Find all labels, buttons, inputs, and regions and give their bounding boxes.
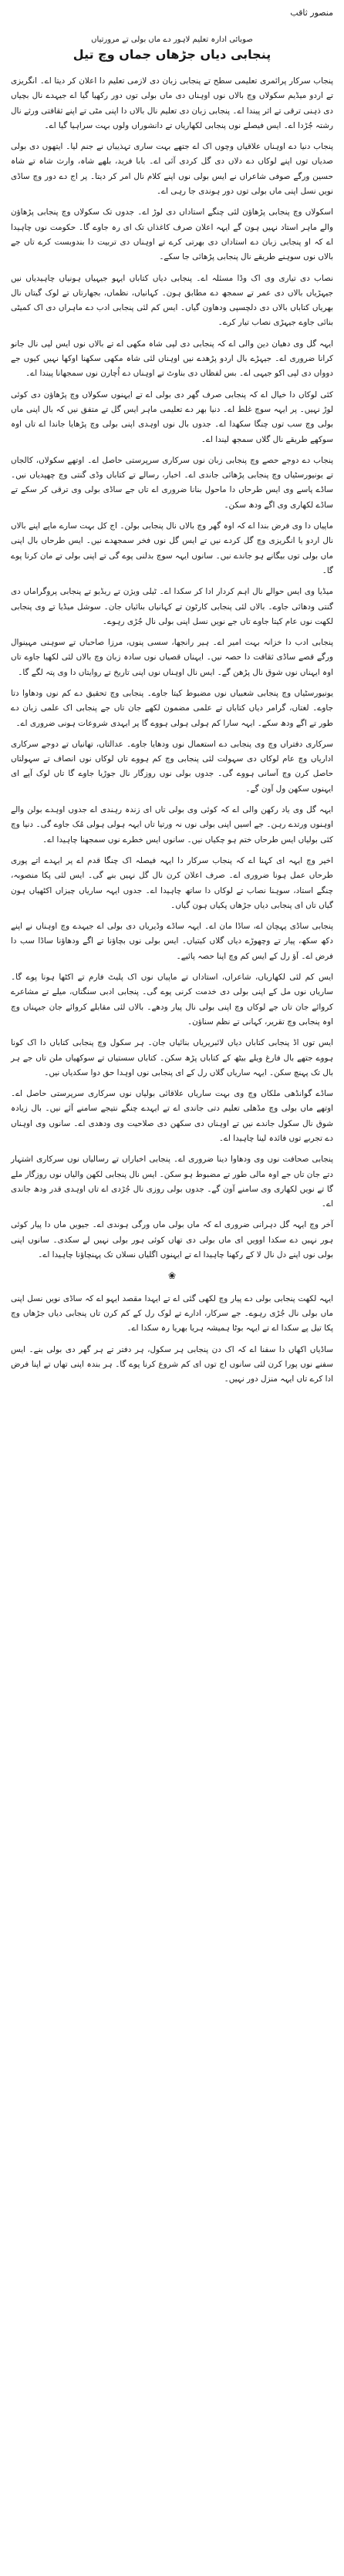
closing-paragraph: ساڈیاں اکھاں دا سفنا اے کہ اک دن پنجابی ہر سکول، ہر دفتر تے ہر گھر دی بولی بنے۔ ایس سفنے نوں پورا کرن لئی سانوں اج توں ای کم شروع کرنا پوے گا۔ ہر بندہ اپنی تھاں تے اپنا فرض ادا کرے تاں ایہہ منزل دور نہیں۔ (11, 1344, 333, 1384)
paragraph: اخیر وچ ایہہ ای کہنا اے کہ پنجاب سرکار دا ایہہ فیصلہ اک چنگا قدم اے پر ایہدے اتے پوری طرحاں عمل ہونا ضروری اے۔ صرف اعلان کرن نال گل نہیں بنے گی۔ ایس لئی پکا منصوبہ، چنگے استاد، سوہنا نصاب تے لوکاں دا ساتھ چاہیدا اے۔ جدوں ایہہ ساریاں چیزاں اکٹھیاں ہون گیاں تاں ای پنجابی دیاں جڑھاں پکیاں ہون گیاں۔ (11, 855, 333, 910)
paragraph: ایہہ گل وی یاد رکھن والی اے کہ کوئی وی بولی تاں ای زندہ رہندی اے جدوں اوہدے بولن والے اوہنوں ورتدے رہن۔ جے اسیں اپنی بولی نوں نہ ورتیا تاں ایہہ ہولی ہولی مُک جاوے گی۔ دنیا وچ کئی بولیاں ایس طرحاں ختم ہو چکیاں نیں۔ سانوں ایس خطرے نوں سمجھنا چاہیدا اے۔ (11, 805, 333, 845)
paragraph: آخر وچ ایہہ گل دہرانی ضروری اے کہ ماں بولی ماں ورگی ہوندی اے۔ جیویں ماں دا پیار کوئی ہور نہیں دے سکدا اوویں ای ماں بولی دی تھاں کوئی ہور بولی نہیں لے سکدی۔ سانوں اپنی بولی نوں اپنے دل نال لا کے رکھنا چاہیدا اے تے ایہنوں اگلیاں نسلاں تک پہنچاؤنا چاہیدا اے۔ (11, 1220, 333, 1260)
paragraph: کئی لوکاں دا خیال اے کہ پنجابی صرف گھر دی بولی اے تے ایہنوں سکولاں وچ پڑھاؤن دی کوئی لوڑ نہیں۔ پر ایہہ سوچ غلط اے۔ دنیا بھر دے تعلیمی ماہر ایس گل تے متفق نیں کہ بال اپنی ماں بولی وچ سب توں چنگا سکھدا اے۔ جدوں بال نوں اوہدی اپنی بولی وچ پڑھایا جاندا اے تاں اوہ سوکھے طریقے نال گلاں سمجھ لیندا اے۔ (11, 389, 333, 444)
article-header (11, 35, 333, 62)
paragraph: ماپیاں دا وی فرض بندا اے کہ اوہ گھر وچ بالاں نال پنجابی بولن۔ اج کل بہت سارے ماپے اپنے بالاں نال اردو یا انگریزی وچ گل کردے نیں تے ایس گل نوں فخر سمجھدے نیں۔ ایس طرحاں بال اپنی ماں بولی توں بیگانے ہو جاندے نیں۔ سانوں ایہہ سوچ بدلنی پوے گی تے اپنی بولی تے مان کرنا پوے گا۔ (11, 521, 333, 575)
paragraph: یونیورسٹیاں وچ پنجابی شعبیاں نوں مضبوط کیتا جاوے۔ پنجابی وچ تحقیق دے کم نوں ودھاوا دتا جاوے۔ لغتاں، گرامر دیاں کتاباں تے علمی مضمون لکھے جان تاں جے پنجابی اک علمی زبان دے طور تے اگے ودھ سکے۔ ایہہ سارا کم ہولی ہولی ہووے گا پر ایہدی شروعات ہونی ضروری اے۔ (11, 688, 333, 728)
paragraph: پنجاب دے دوجے حصے وچ پنجابی زبان نوں سرکاری سرپرستی حاصل اے۔ اوتھے سکولاں، کالجاں تے یونیورسٹیاں وچ پنجابی پڑھائی جاندی اے۔ اخبار، رسالے تے کتاباں وڈی گنتی وچ چھپدیاں نیں۔ ساڈے پاسے وی ایس طرحاں دا ماحول بنانا ضروری اے تاں جے ساڈی بولی وی ترقی کر سکے تے ساڈے لکھاری وی اگے ودھ سکن۔ (11, 455, 333, 510)
paragraph: نصاب دی تیاری وی اک وڈا مسئلہ اے۔ پنجابی دیاں کتاباں ایہو جیہیاں ہونیاں چاہیدیاں نیں جیہڑیاں بالاں دی عمر تے سمجھ دے مطابق ہون۔ کہانیاں، نظماں، بجھارتاں تے لوک گیتاں نال بھریاں کتاباں بالاں دی دلچسپی ودھاون گیاں۔ ایس کم لئی پنجابی ادب دے ماہراں دی اک کمیٹی بنائی جاوے جیہڑی نصاب تیار کرے۔ (11, 273, 333, 328)
closing-paragraph: ایہہ لکھت پنجابی بولی دے پیار وچ لکھی گئی اے تے ایہدا مقصد ایہو اے کہ ساڈی نویں نسل اپنی ماں بولی نال جُڑی رہوے۔ جے سرکار، ادارے تے لوک رل کے کم کرن تاں پنجابی دیاں جڑھاں وچ پکا تیل پے سکدا اے تے ایہہ بوٹا ہمیشہ ہریا بھریا رہ سکدا اے۔ (11, 1293, 333, 1334)
article-body (11, 74, 333, 1393)
section-separator: ❀ (167, 1270, 177, 1282)
paragraph: پنجابی ادب دا خزانہ بہت امیر اے۔ ہیر رانجھا، سسی پنوں، مرزا صاحباں تے سوہنی مہینوال ورگے قصے ساڈی ثقافت دا حصہ نیں۔ ایہناں قصیاں نوں سادہ زبان وچ بالاں لئی لکھیا جاوے تاں اوہ ایہناں نوں شوق نال پڑھن گے۔ ایس نال اوہناں نوں اپنی تاریخ تے روایتاں دا وی پتہ لگے گا۔ (11, 638, 333, 677)
paragraph: ساڈے گوانڈھی ملکاں وچ وی بہت ساریاں علاقائی بولیاں نوں سرکاری سرپرستی حاصل اے۔ اوتھے ماں بولی وچ مڈھلی تعلیم دتی جاندی اے تے ایہدے چنگے نتیجے سامنے آئے نیں۔ بال زیادہ شوق نال سکول جاندے نیں تے اوہناں دی سکھن دی صلاحیت وی ودھدی اے۔ سانوں وی اوہناں دے تجربے توں فائدہ لینا چاہیدا اے۔ (11, 1089, 333, 1143)
paragraph: اسکولاں وچ پنجابی پڑھاؤن لئی چنگے استاداں دی لوڑ اے۔ جدوں تک سکولاں وچ پنجابی پڑھاؤن والے ماہر استاد نہیں ہون گے ایہہ اعلان صرف کاغذاں تک ای رہ جاوے گا۔ حکومت نوں چاہیدا اے کہ او پنجابی زبان دے استاداں دی بھرتی کرے تے اوہناں دی تربیت دا بندوبست کرے تاں جے بالاں نوں سوہنے طریقے نال پنجابی پڑھائی جا سکے۔ (11, 207, 333, 262)
paragraph: ایس کم لئی لکھاریاں، شاعراں، استاداں تے ماپیاں نوں اک پلیٹ فارم تے اکٹھا ہونا پوے گا۔ ساریاں نوں مل کے اپنی بولی دی خدمت کرنی پوے گی۔ پنجابی ادبی سنگتاں، میلے تے مشاعرے کروائے جان تاں جے لوکاں وچ اپنی بولی نال پیار ودھے۔ بالاں لئی مقابلے کروائے جان جیہناں وچ اوہ پنجابی وچ تقریر، کہانی تے نظم سناؤن۔ (11, 973, 333, 1027)
article-subtitle: صوبائی ادارہ تعلیم لاہور دے ماں بولی تے مرورتیاں (91, 35, 253, 44)
paragraph: ایہہ گل وی دھیان دین والی اے کہ پنجابی دی لپی شاہ مکھی اے تے بالاں نوں ایس لپی نال جانو کرانا ضروری اے۔ جیہڑے بال اردو پڑھدے نیں اوہناں لئی شاہ مکھی سکھنا اوکھا نہیں کیوں جے دوواں دی لپی اکو جیہی اے۔ بس لفظاں دی بناوٹ تے اوہناں دے اُچارن نوں سمجھانا پیندا اے۔ (11, 339, 333, 379)
author-name: منصور ثاقب (290, 8, 333, 18)
paragraph: پنجابی صحافت نوں وی ودھاوا دینا ضروری اے۔ پنجابی اخباراں تے رسالیاں نوں سرکاری اشتہار دتے جان تاں جے اوہ مالی طور تے مضبوط ہو سکن۔ ایس نال پنجابی لکھن والیاں نوں روزگار ملے گا تے نویں لکھاری وی سامنے آون گے۔ جدوں بولی روزی نال جُڑدی اے تاں اوہدی قدر ودھ جاندی اے۔ (11, 1155, 333, 1209)
paragraph: سرکاری دفتراں وچ وی پنجابی دے استعمال نوں ودھایا جاوے۔ عدالتاں، تھانیاں تے دوجے سرکاری اداریاں وچ عام لوکاں دی سہولت لئی پنجابی وچ کم ہووے تاں لوکاں نوں انصاف تے سہولتاں حاصل کرن وچ آسانی ہووے گی۔ جدوں بولی نوں روزگار نال جوڑیا جاوے گا تاں لوک آپے ای ایہنوں سکھن ول آون گے۔ (11, 739, 333, 794)
paragraph: ایس توں اڈ پنجابی کتاباں دیاں لائبریریاں بنائیاں جان۔ ہر سکول وچ پنجابی کتاباں دا اک کونا ہووے جتھے بال فارغ ویلے بیٹھ کے کتاباں پڑھ سکن۔ کتاباں سستیاں تے سوکھیاں ملن تاں جے ہر بال تک پہنچ سکن۔ ایہہ ساریاں گلاں رل کے ای پنجابی نوں اوہدا حق دوا سکدیاں نیں۔ (11, 1038, 334, 1077)
article-title: پنجابی دیاں جڑھاں جماں وچ تیل (73, 47, 271, 62)
paragraph: پنجابی ساڈی پہچان اے، ساڈا مان اے۔ ایہہ ساڈے وڈیریاں دی بولی اے جیہدے وچ اوہناں نے اپنے دکھ سکھ، پیار تے وچھوڑے دیاں گلاں کیتیاں۔ ایس بولی نوں بچاؤنا تے اگے ودھاؤنا ساڈا سب دا فرض اے۔ آؤ رل کے ایس کم وچ اپنا حصہ پائیے۔ (11, 922, 333, 961)
paragraph: پنجاب سرکار پرائمری تعلیمی سطح تے پنجابی زبان دی لازمی تعلیم دا اعلان کر دیتا اے۔ انگریزی تے اردو میڈیم سکولاں وچ بالاں نوں اوہناں دی ماں بولی توں دور رکھیا گیا اے جیہدے نال بچیاں دی ذہنی ترقی تے اثر پیندا اے۔ پنجابی زبان دی تعلیم نال بالاں دا اپنی مٹی تے اپنے ثقافتی ورثے نال رشتہ جُڑدا اے۔ ایس فیصلے نوں پنجابی لکھاریاں تے دانشوراں ولوں بہت سراہیا گیا اے۔ (11, 76, 333, 130)
paragraph: میڈیا وی ایس حوالے نال اہم کردار ادا کر سکدا اے۔ ٹیلی ویژن تے ریڈیو تے پنجابی پروگراماں دی گنتی ودھائی جاوے۔ بالاں لئی پنجابی کارٹون تے کہانیاں بنائیاں جان۔ سوشل میڈیا تے وی پنجابی لکھت نوں عام کیتا جاوے تاں جے نویں نسل اپنی بولی نال جُڑی رہوے۔ (11, 587, 333, 626)
paragraph: پنجاب دنیا دے اوہناں علاقیاں وچوں اک اے جتھے بہت ساری تہذیباں نے جنم لیا۔ ایتھوں دی بولی صدیاں توں اپنے لوکاں دے دلاں دی گل کردی آئی اے۔ بابا فرید، بلھے شاہ، وارث شاہ تے شاہ حسین ورگے صوفی شاعراں نے ایس بولی نوں اپنے کلام نال امر کر دیتا۔ پر اج دے دور وچ ساڈی نویں نسل اپنی ماں بولی توں دور ہوندی جا رہی اے۔ (11, 142, 333, 197)
